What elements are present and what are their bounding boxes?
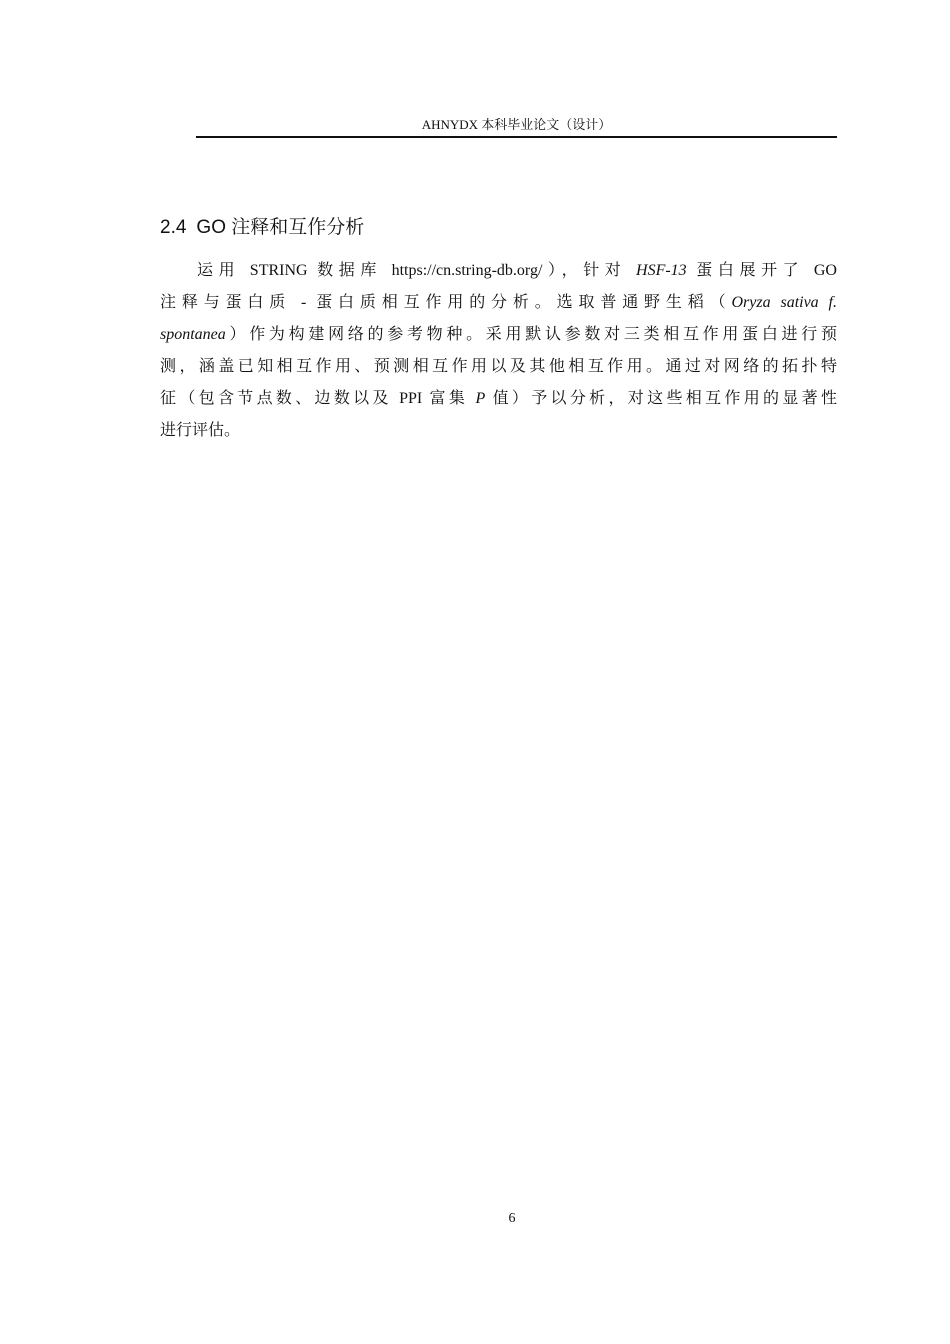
paragraph-line-4: [160, 351, 837, 383]
paragraph-text: 运用 STRING 数据库 https://cn.string-db.org/），针对: [197, 262, 637, 279]
paragraph-line-5: [160, 383, 837, 415]
running-header-title: AHNYDX 本科毕业论文（设计）: [421, 117, 612, 132]
body-paragraph: [160, 255, 837, 447]
page-number: 6: [508, 1211, 516, 1226]
paragraph-text: 蛋白展开了 GO: [686, 262, 837, 279]
paragraph-line-6: [160, 415, 837, 447]
paragraph-text: 进行评估。: [160, 422, 241, 439]
paragraph-line-2: [160, 287, 837, 319]
paragraph-text: 值）予以分析，对这些相互作用的显著性: [485, 390, 837, 407]
protein-name: HSF-13: [636, 262, 687, 279]
paragraph-text: ）作为构建网络的参考物种。采用默认参数对三类相互作用蛋白进行预: [225, 326, 837, 343]
paragraph-text: 测，涵盖已知相互作用、预测相互作用以及其他相互作用。通过对网络的拓扑特: [160, 358, 837, 375]
paragraph-text: 注释与蛋白质 - 蛋白质相互作用的分析。选取普通野生稻（: [160, 294, 732, 311]
paragraph-line-1: [160, 255, 837, 287]
p-value-symbol: P: [475, 390, 486, 407]
running-header: [196, 117, 837, 137]
section-heading: [160, 215, 364, 241]
section-title: GO 注释和互作分析: [196, 217, 365, 238]
species-name: spontanea: [160, 326, 226, 343]
paragraph-text: 征（包含节点数、边数以及 PPI 富集: [160, 390, 476, 407]
paragraph-line-3: [160, 319, 837, 351]
section-number: 2.4: [160, 217, 187, 238]
species-name: Oryza sativa f.: [731, 294, 837, 311]
header-rule: [196, 136, 837, 138]
